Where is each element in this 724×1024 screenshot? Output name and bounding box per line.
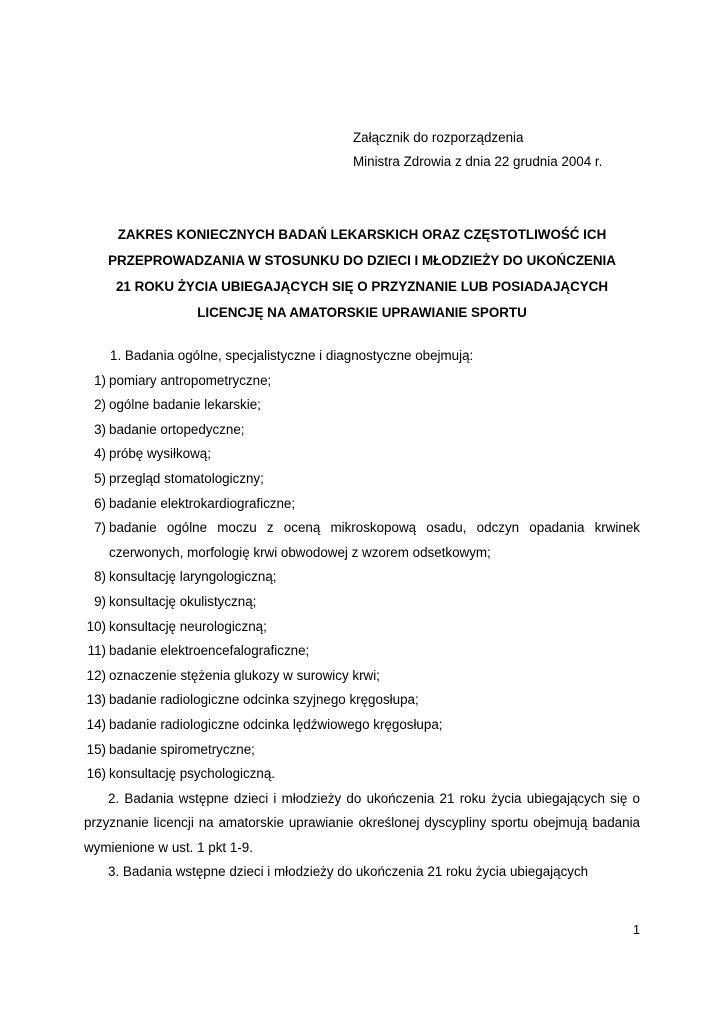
list-item-number: 2) — [94, 397, 106, 413]
list-item — [84, 418, 640, 443]
list-item — [84, 442, 640, 467]
list-item — [84, 639, 640, 664]
list-item-number: 15) — [86, 741, 106, 757]
list-item-text: badanie ortopedyczne; — [109, 421, 245, 437]
list-item-text: konsultację neurologiczną; — [109, 618, 267, 634]
title-line: 21 ROKU ŻYCIA UBIEGAJĄCYCH SIĘ O PRZYZNANIE LUB POSIADAJĄCYCH — [115, 279, 609, 294]
list-item-number: 1) — [94, 372, 106, 388]
list-item — [84, 713, 640, 738]
list-item-text: badanie elektrokardiograficzne; — [109, 495, 296, 511]
list-item-number: 16) — [86, 766, 106, 782]
list-item-text: badanie elektroencefalograficzne; — [109, 643, 310, 659]
section-1-intro: 1. Badania ogólne, specjalistyczne i diagnostyczne obejmują: — [110, 348, 474, 363]
list-item — [84, 688, 640, 713]
list-item-text: przegląd stomatologiczny; — [109, 470, 264, 486]
list-item-text: badanie radiologiczne odcinka szyjnego kręgosłupa; — [109, 692, 419, 708]
list-item — [84, 369, 640, 394]
list-item-number: 9) — [94, 593, 106, 609]
list-item-number: 3) — [94, 421, 106, 437]
list-item — [84, 590, 640, 615]
list-item — [84, 565, 640, 590]
list-item — [84, 492, 640, 517]
list-item — [84, 516, 640, 565]
page-number: 1 — [633, 923, 640, 937]
list-item-text: konsultację laryngologiczną; — [109, 569, 277, 585]
list-item — [84, 615, 640, 640]
list-item-number: 10) — [86, 618, 106, 634]
section-3-paragraph: 3. Badania wstępne dzieci i młodzieży do ukończenia 21 roku życia ubiegających — [108, 864, 589, 880]
list-item-text: próbę wysiłkową; — [109, 446, 211, 462]
list-item-text: konsultację okulistyczną; — [109, 593, 257, 609]
annex-header — [353, 126, 602, 174]
list-item-text: ogólne badanie lekarskie; — [109, 397, 261, 413]
list-item — [84, 393, 640, 418]
list-item-text: konsultację psychologiczną. — [109, 766, 275, 782]
list-item — [84, 664, 640, 689]
list-item-number: 11) — [87, 643, 106, 659]
list-item-text: oznaczenie stężenia glukozy w surowicy krwi; — [109, 667, 380, 683]
list-item-number: 4) — [94, 446, 106, 462]
list-item-number: 13) — [86, 692, 106, 708]
list-item-number: 12) — [86, 667, 106, 683]
section-2-paragraph: 2. Badania wstępne dzieci i młodzieży do ukończenia 21 roku życia ubiegających się o przyznanie licencji na amatorskie uprawianie określonej dyscypliny sportu obejmują badania wymienione w ust. 1 pkt 1-9. — [84, 790, 640, 855]
list-item — [84, 467, 640, 492]
list-item-number: 7) — [94, 520, 106, 536]
list-item-number: 14) — [86, 716, 106, 732]
list-item-number: 6) — [94, 495, 106, 511]
document-title — [70, 222, 654, 326]
document-body — [84, 344, 640, 885]
annex-line-2: Ministra Zdrowia z dnia 22 grudnia 2004 r. — [353, 154, 603, 169]
examination-list — [84, 369, 640, 787]
list-item-text: pomiary antropometryczne; — [109, 372, 272, 388]
title-line: PRZEPROWADZANIA W STOSUNKU DO DZIECI I MŁODZIEŻY DO UKOŃCZENIA — [108, 253, 616, 268]
title-line: ZAKRES KONIECZNYCH BADAŃ LEKARSKICH ORAZ CZĘSTOTLIWOŚĆ ICH — [117, 227, 607, 242]
list-item-text: badanie ogólne moczu z oceną mikroskopową osadu, odczyn opadania krwinek czerwonych, morfologię krwi obwodowej z wzorem odsetkowym; — [109, 520, 640, 560]
annex-line-1: Załącznik do rozporządzenia — [353, 130, 524, 145]
title-line: LICENCJĘ NA AMATORSKIE UPRAWIANIE SPORTU — [197, 305, 527, 320]
list-item-text: badanie spirometryczne; — [109, 741, 255, 757]
list-item-number: 5) — [94, 470, 106, 486]
list-item — [84, 738, 640, 763]
list-item-text: badanie radiologiczne odcinka lędźwiowego kręgosłupa; — [109, 716, 443, 732]
list-item — [84, 762, 640, 787]
list-item-number: 8) — [94, 569, 106, 585]
